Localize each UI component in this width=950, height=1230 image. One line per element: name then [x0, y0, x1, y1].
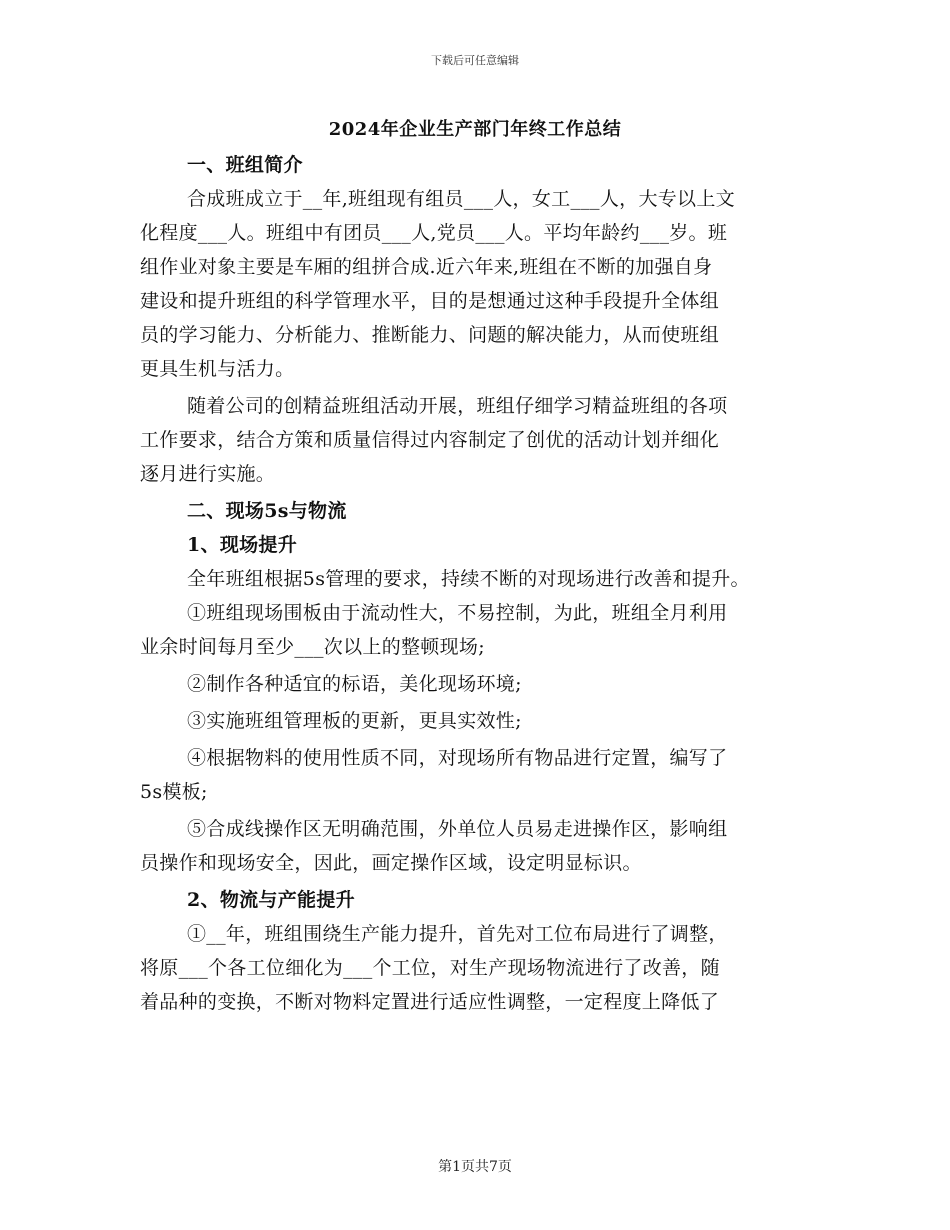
- subsection-heading-logistics: 2、物流与产能提升: [187, 889, 355, 911]
- list-item-line: 员操作和现场安全，因此，画定操作区域，设定明显标识。: [140, 852, 642, 874]
- section-heading-site-5s: 二、现场5s与物流: [187, 500, 347, 522]
- paragraph-line: 全年班组根据5s管理的要求，持续不断的对现场进行改善和提升。: [187, 568, 750, 590]
- list-item-line: ①__年，班组围绕生产能力提升，首先对工位布局进行了调整，: [187, 923, 728, 945]
- list-item-line: ④根据物料的使用性质不同，对现场所有物品进行定置，编写了: [187, 747, 728, 769]
- list-item-line: 将原___个各工位细化为___个工位，对生产现场物流进行了改善，随: [140, 957, 720, 979]
- list-item-line: 5s模板;: [140, 781, 208, 803]
- header-note: 下载后可任意编辑: [431, 54, 519, 67]
- paragraph-line: 工作要求，结合方策和质量信得过内容制定了创优的活动计划并细化: [140, 429, 720, 451]
- paragraph-line: 更具生机与活力。: [140, 358, 295, 380]
- list-item-line: 着品种的变换，不断对物料定置进行适应性调整，一定程度上降低了: [140, 991, 720, 1013]
- section-heading-team-intro: 一、班组简介: [187, 154, 303, 176]
- document-title: 2024年企业生产部门年终工作总结: [328, 119, 622, 140]
- list-item-line: ①班组现场围板由于流动性大，不易控制，为此，班组全月利用: [187, 602, 728, 624]
- paragraph-line: 化程度___人。班组中有团员___人,党员___人。平均年龄约___岁。班: [140, 222, 728, 244]
- paragraph-line: 合成班成立于__年,班组现有组员___人，女工___人，大专以上文: [187, 188, 735, 210]
- paragraph-line: 随着公司的创精益班组活动开展，班组仔细学习精益班组的各项: [187, 395, 728, 417]
- list-item-line: ③实施班组管理板的更新，更具实效性;: [187, 710, 522, 732]
- paragraph-line: 逐月进行实施。: [140, 463, 276, 485]
- list-item-line: ②制作各种适宜的标语，美化现场环境;: [187, 673, 522, 695]
- paragraph-line: 员的学习能力、分析能力、推断能力、问题的解决能力，从而使班组: [140, 324, 720, 346]
- subsection-heading-site-improvement: 1、现场提升: [187, 534, 298, 556]
- list-item-line: ⑤合成线操作区无明确范围，外单位人员易走进操作区，影响组: [187, 818, 728, 840]
- paragraph-line: 组作业对象主要是车厢的组拼合成.近六年来,班组在不断的加强自身: [140, 256, 713, 278]
- paragraph-line: 建设和提升班组的科学管理水平，目的是想通过这种手段提升全体组: [140, 290, 720, 312]
- document-body: [140, 148, 810, 1019]
- list-item-line: 业余时间每月至少___次以上的整顿现场;: [140, 636, 485, 658]
- page-number-footer: 第1页共7页: [438, 1159, 512, 1175]
